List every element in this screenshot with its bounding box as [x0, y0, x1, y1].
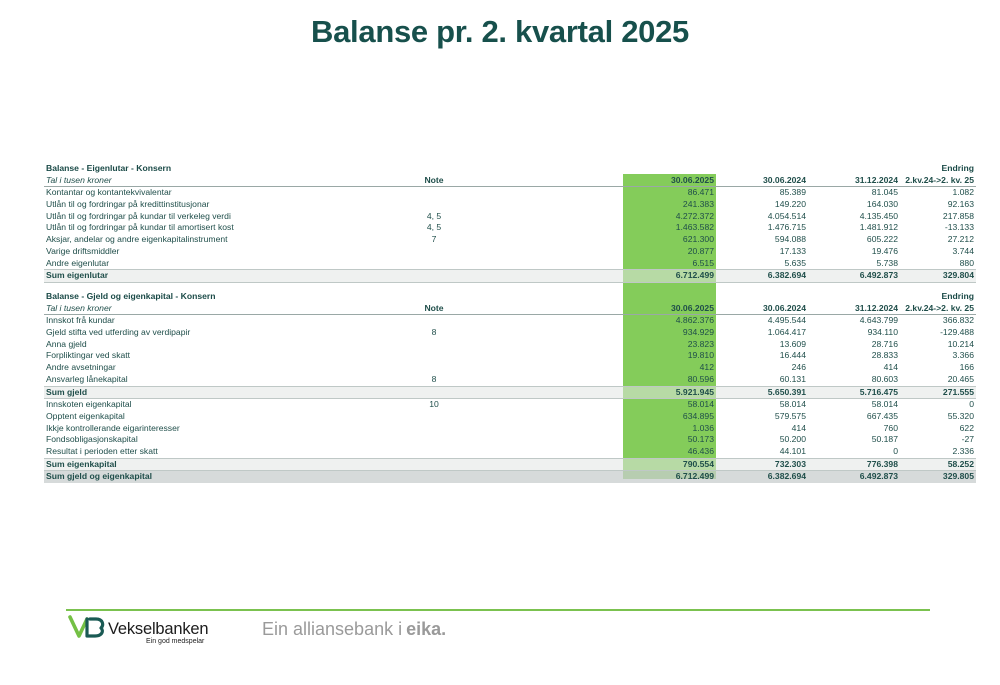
cell-value: -27	[961, 434, 974, 445]
cell-value: 6.492.873	[859, 270, 898, 281]
assets-column-header-row	[44, 175, 976, 188]
table-row	[44, 234, 976, 246]
bank-tagline: Ein god medspelar	[146, 638, 205, 645]
row-label: Varige driftsmiddler	[46, 245, 120, 256]
change-heading: Endring	[941, 163, 974, 173]
table-row	[44, 411, 976, 423]
vekselbanken-logo	[68, 612, 248, 652]
row-label: Sum eigenlutar	[46, 270, 109, 281]
cell-value: 4.495.544	[767, 315, 806, 326]
vekselbanken-logo-icon	[68, 614, 106, 640]
row-label: Ansvarleg lånekapital	[46, 373, 128, 384]
table-row	[44, 399, 976, 411]
cell-value: 934.929	[682, 327, 714, 338]
sum-row	[44, 269, 976, 283]
table-row	[44, 246, 976, 258]
cell-value: 10.214	[947, 338, 974, 349]
liabilities-equity-table	[44, 291, 976, 483]
row-label: Gjeld stifta ved utferding av verdipapir	[46, 327, 191, 338]
cell-value: 621.300	[682, 234, 714, 245]
cell-value: 6.712.499	[675, 471, 714, 482]
assets-table-heading-row	[44, 163, 976, 175]
period-header: 31.12.2024	[854, 174, 898, 185]
liabilities-table-heading: Balanse - Gjeld og eigenkapital - Konsern	[46, 291, 216, 301]
row-label: Sum eigenkapital	[46, 458, 117, 469]
cell-value: 58.014	[871, 399, 898, 410]
cell-value: 605.222	[866, 234, 898, 245]
cell-value: 4.272.372	[675, 210, 714, 221]
cell-value: 414	[883, 362, 898, 373]
liabilities-column-header-row	[44, 303, 976, 316]
cell-value: 760	[883, 422, 898, 433]
cell-value: 6.515	[692, 257, 714, 268]
period-header: 30.06.2024	[762, 302, 806, 313]
cell-value: 166	[959, 362, 974, 373]
row-label: Sum gjeld og eigenkapital	[46, 471, 153, 482]
cell-value: 0	[893, 445, 898, 456]
unit-label: Tal i tusen kroner	[46, 174, 112, 185]
cell-value: 3.744	[952, 245, 974, 256]
table-row	[44, 423, 976, 435]
cell-value: 58.252	[947, 458, 974, 469]
cell-value: 1.082	[952, 187, 974, 198]
cell-value: 4.054.514	[767, 210, 806, 221]
cell-value: 44.101	[779, 445, 806, 456]
table-row	[44, 327, 976, 339]
unit-label: Tal i tusen kroner	[46, 302, 112, 313]
cell-value: 81.045	[871, 187, 898, 198]
cell-value: 329.804	[942, 270, 974, 281]
table-row	[44, 258, 976, 270]
cell-value: 5.650.391	[767, 386, 806, 397]
assets-table	[44, 163, 976, 283]
cell-value: 86.471	[687, 187, 714, 198]
cell-value: 19.476	[871, 245, 898, 256]
cell-value: 634.895	[682, 410, 714, 421]
cell-value: 414	[791, 422, 806, 433]
cell-value: 80.603	[871, 373, 898, 384]
cell-value: 55.320	[947, 410, 974, 421]
footer-divider	[66, 609, 930, 611]
row-label: Aksjar, andelar og andre eigenkapitalinstrument	[46, 234, 228, 245]
cell-value: 28.716	[871, 338, 898, 349]
cell-value: 58.014	[687, 399, 714, 410]
cell-value: 58.014	[779, 399, 806, 410]
note-header: Note	[424, 302, 444, 313]
table-row	[44, 222, 976, 234]
cell-value: 60.131	[779, 373, 806, 384]
cell-value: 164.030	[866, 199, 898, 210]
row-label: Utlån til og fordringar på kundar til verkeleg verdi	[46, 210, 231, 221]
cell-value: 149.220	[774, 199, 806, 210]
cell-value: 5.635	[784, 257, 806, 268]
period-header: 30.06.2024	[762, 174, 806, 185]
cell-value: 92.163	[947, 199, 974, 210]
cell-value: 28.833	[871, 350, 898, 361]
cell-value: 23.823	[687, 338, 714, 349]
page-title: Balanse pr. 2. kvartal 2025	[311, 14, 689, 49]
table-row	[44, 434, 976, 446]
note-cell: 7	[431, 234, 437, 245]
cell-value: 85.389	[779, 187, 806, 198]
cell-value: 366.832	[942, 315, 974, 326]
alliance-text: Ein alliansebank i	[262, 619, 403, 639]
cell-value: 4.643.799	[859, 315, 898, 326]
table-row	[44, 211, 976, 223]
row-label: Andre eigenlutar	[46, 257, 110, 268]
cell-value: 4.862.376	[675, 315, 714, 326]
cell-value: 16.444	[779, 350, 806, 361]
cell-value: 5.921.945	[675, 386, 714, 397]
cell-value: 0	[969, 399, 974, 410]
cell-value: 594.088	[774, 234, 806, 245]
bank-name: Vekselbanken	[108, 620, 209, 638]
row-label: Resultat i perioden etter skatt	[46, 445, 158, 456]
row-label: Utlån til og fordringar på kundar til amortisert kost	[46, 222, 234, 233]
row-label: Ikkje kontrollerande eigarinteresser	[46, 422, 180, 433]
note-cell: 8	[431, 373, 437, 384]
cell-value: 50.173	[687, 434, 714, 445]
cell-value: 776.398	[866, 458, 898, 469]
cell-value: 17.133	[779, 245, 806, 256]
table-row	[44, 339, 976, 351]
sum-row	[44, 458, 976, 472]
cell-value: 6.712.499	[675, 270, 714, 281]
change-heading: Endring	[941, 291, 974, 301]
table-row	[44, 374, 976, 386]
cell-value: 329.805	[942, 471, 974, 482]
table-row	[44, 199, 976, 211]
cell-value: 217.858	[942, 210, 974, 221]
cell-value: 27.212	[947, 234, 974, 245]
table-row	[44, 350, 976, 362]
cell-value: 412	[699, 362, 714, 373]
cell-value: 934.110	[867, 327, 898, 338]
cell-value: 4.135.450	[859, 210, 898, 221]
cell-value: 667.435	[866, 410, 898, 421]
cell-value: 1.036	[692, 422, 714, 433]
cell-value: -13.133	[944, 222, 974, 233]
cell-value: 880	[959, 257, 974, 268]
cell-value: 271.555	[942, 386, 974, 397]
cell-value: 1.064.417	[767, 327, 806, 338]
row-label: Andre avsetningar	[46, 362, 116, 373]
cell-value: 622	[959, 422, 974, 433]
row-label: Anna gjeld	[46, 338, 87, 349]
cell-value: 46.436	[687, 445, 714, 456]
cell-value: 790.554	[682, 458, 714, 469]
cell-value: 1.463.582	[675, 222, 714, 233]
sum-row	[44, 386, 976, 400]
cell-value: 13.609	[779, 338, 806, 349]
cell-value: 3.366	[952, 350, 974, 361]
row-label: Sum gjeld	[46, 386, 88, 397]
row-label: Innskot frå kundar	[46, 315, 115, 326]
cell-value: 80.596	[687, 373, 714, 384]
cell-value: 20.877	[687, 245, 714, 256]
cell-value: 246	[791, 362, 806, 373]
row-label: Utlån til og fordringar på kredittinstitusjonar	[46, 199, 210, 210]
change-header: 2.kv.24->2. kv. 25	[905, 174, 974, 185]
note-header: Note	[424, 174, 444, 185]
cell-value: 20.465	[947, 373, 974, 384]
table-row	[44, 446, 976, 458]
cell-value: 19.810	[687, 350, 714, 361]
eika-brand: eika.	[406, 619, 447, 639]
row-label: Innskoten eigenkapital	[46, 399, 132, 410]
eika-alliance-logo	[262, 619, 446, 640]
cell-value: 5.716.475	[859, 386, 898, 397]
cell-value: 6.382.694	[767, 270, 806, 281]
cell-value: 241.383	[682, 199, 714, 210]
grand-total-row	[44, 471, 976, 483]
row-label: Forpliktingar ved skatt	[46, 350, 131, 361]
note-cell: 8	[431, 327, 437, 338]
period-header: 31.12.2024	[854, 302, 898, 313]
period-header: 30.06.2025	[670, 302, 714, 313]
row-label: Fondsobligasjonskapital	[46, 434, 138, 445]
cell-value: 2.336	[952, 445, 974, 456]
cell-value: 50.200	[779, 434, 806, 445]
row-label: Opptent eigenkapital	[46, 410, 125, 421]
assets-table-heading: Balanse - Eigenlutar - Konsern	[46, 163, 172, 173]
table-row	[44, 187, 976, 199]
row-label: Kontantar og kontantekvivalentar	[46, 187, 172, 198]
change-header: 2.kv.24->2. kv. 25	[905, 302, 974, 313]
note-cell: 10	[429, 399, 439, 410]
note-cell: 4, 5	[426, 222, 442, 233]
cell-value: 5.738	[876, 257, 898, 268]
cell-value: 579.575	[774, 410, 806, 421]
liabilities-table-heading-row	[44, 291, 976, 303]
table-row	[44, 362, 976, 374]
cell-value: -129.488	[940, 327, 974, 338]
cell-value: 6.492.873	[859, 471, 898, 482]
period-header: 30.06.2025	[670, 174, 714, 185]
table-row	[44, 315, 976, 327]
cell-value: 732.303	[774, 458, 806, 469]
cell-value: 50.187	[871, 434, 898, 445]
cell-value: 6.382.694	[767, 471, 806, 482]
cell-value: 1.481.912	[859, 222, 898, 233]
note-cell: 4, 5	[426, 210, 442, 221]
cell-value: 1.476.715	[767, 222, 806, 233]
